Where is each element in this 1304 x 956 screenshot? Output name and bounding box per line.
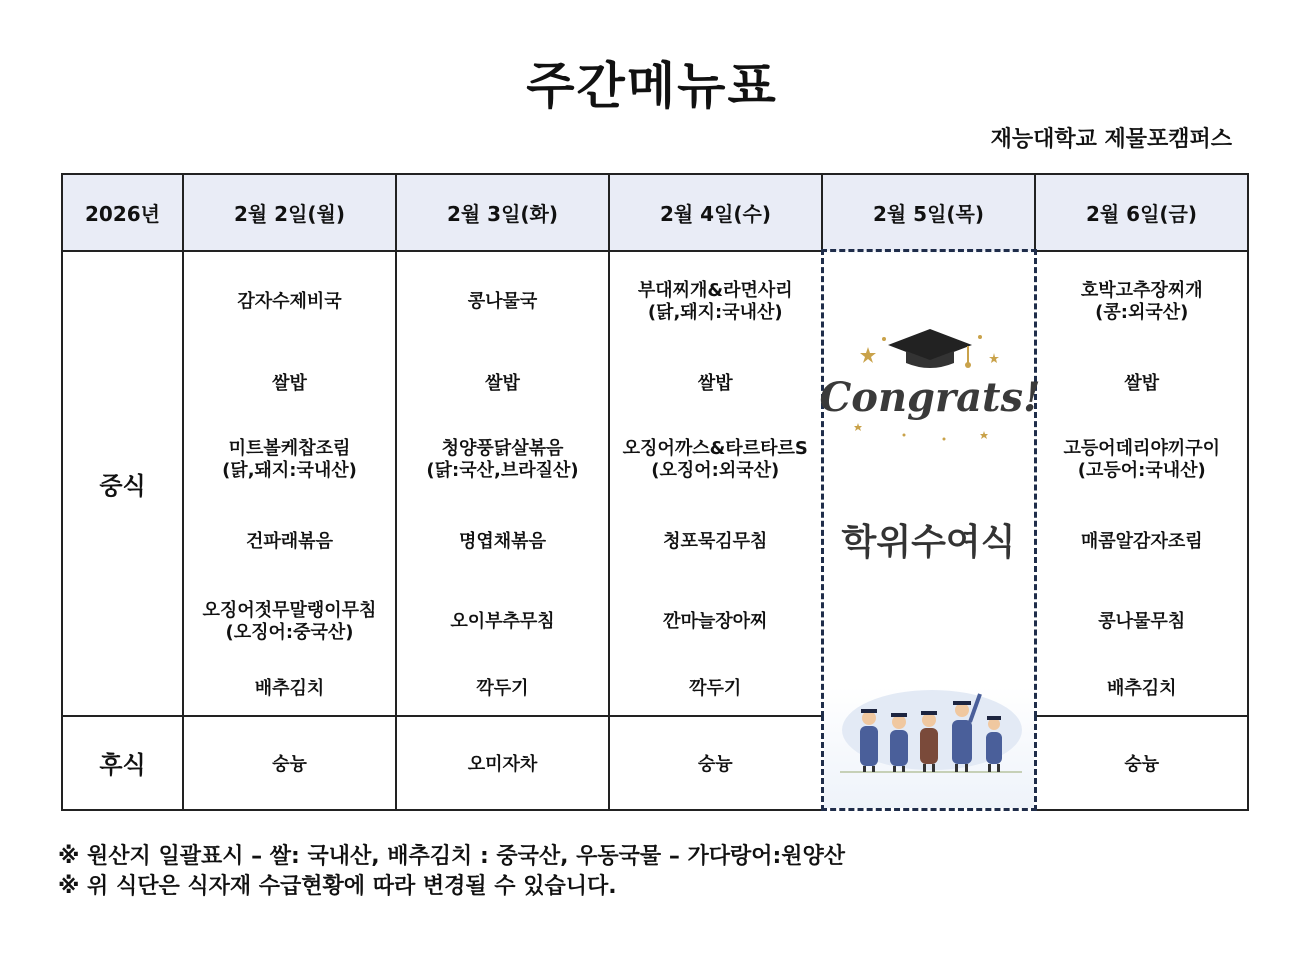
dish-name: 깍두기 xyxy=(689,677,742,699)
dish-origin: (고등어:국내산) xyxy=(1077,459,1206,481)
lunch-day-cell xyxy=(183,251,396,716)
dish-item xyxy=(397,611,608,633)
dish-name: 오징어까스&타르타르S xyxy=(622,437,808,459)
weekly-menu-table xyxy=(61,173,1249,811)
graduates-illustration xyxy=(832,680,1027,780)
dish-origin: (오징어:외국산) xyxy=(651,459,780,481)
graduate-figure-icon xyxy=(890,713,908,772)
dish-name: 감자수제비국 xyxy=(237,290,342,312)
dish-name: 쌀밥 xyxy=(272,372,307,394)
dish-item xyxy=(184,438,395,482)
dish-name: 청양풍닭살볶음 xyxy=(441,437,564,459)
dish-item xyxy=(610,373,821,395)
dish-item xyxy=(1037,373,1248,395)
dessert-item: 오미자차 xyxy=(396,716,609,810)
dish-item xyxy=(1037,531,1248,553)
year-header: 2026년 xyxy=(62,174,183,251)
graduation-cell xyxy=(818,251,1041,810)
graduate-figure-icon xyxy=(986,716,1002,772)
dish-name: 미트볼케찹조림 xyxy=(228,437,351,459)
change-note: ※ 위 식단은 식자재 수급현황에 따라 변경될 수 있습니다. xyxy=(58,874,617,899)
origin-note: ※ 원산지 일괄표시 – 쌀: 국내산, 배추김치 : 중국산, 우동국물 – 가다랑어:원양산 xyxy=(58,844,846,869)
dish-name: 오징어젓무말랭이무침 xyxy=(202,599,377,621)
graduation-cap-icon xyxy=(888,329,972,368)
dish-name: 배추김치 xyxy=(1106,677,1177,699)
notes xyxy=(58,842,845,902)
graduation-event-label: 학위수여식 xyxy=(841,522,1016,563)
dish-item xyxy=(610,438,821,482)
congrats-graphic xyxy=(818,327,1041,447)
dish-name: 깍두기 xyxy=(476,677,529,699)
dish-item xyxy=(184,373,395,395)
dish-origin: (오징어:중국산) xyxy=(225,621,354,643)
lunch-label: 중식 xyxy=(62,251,183,716)
dish-item xyxy=(184,531,395,553)
dish-name: 고등어데리야끼구이 xyxy=(1063,437,1220,459)
dish-item xyxy=(184,600,395,644)
dish-item xyxy=(610,531,821,553)
dish-item xyxy=(397,291,608,313)
dish-item xyxy=(610,678,821,700)
dish-name: 매콤알감자조림 xyxy=(1080,530,1203,552)
dinner-row xyxy=(62,716,1248,810)
dish-item xyxy=(184,678,395,700)
dish-name: 쌀밥 xyxy=(697,372,733,394)
dish-name: 콩나물무침 xyxy=(1098,610,1186,632)
graduate-figure-icon xyxy=(860,709,878,772)
dish-name: 쌀밥 xyxy=(485,372,520,394)
dish-origin: (닭,돼지:국내산) xyxy=(647,301,783,323)
day-header: 2월 6일(금) xyxy=(1035,174,1248,251)
dish-item xyxy=(610,280,821,324)
dish-item xyxy=(1037,678,1248,700)
dessert-item: 숭늉 xyxy=(609,716,822,810)
dish-item xyxy=(1037,611,1248,633)
dish-name: 호박고추장찌개 xyxy=(1080,279,1203,301)
lunch-day-cell xyxy=(396,251,609,716)
graduate-figure-icon xyxy=(920,711,938,772)
day-header: 2월 5일(목) xyxy=(822,174,1035,251)
dish-origin: (닭,돼지:국내산) xyxy=(222,459,357,481)
dish-name: 오이부추무침 xyxy=(450,610,555,632)
congrats-text: Congrats! xyxy=(818,374,1041,421)
dish-name: 콩나물국 xyxy=(467,290,538,312)
page-title: 주간메뉴표 xyxy=(526,57,778,115)
dish-name: 청포묵김무침 xyxy=(663,530,768,552)
dish-item xyxy=(1037,438,1248,482)
dish-name: 부대찌개&라면사리 xyxy=(637,279,793,301)
dessert-item: 숭늉 xyxy=(1035,716,1248,810)
day-header: 2월 4일(수) xyxy=(609,174,822,251)
dish-name: 명엽채볶음 xyxy=(459,530,546,552)
dish-name: 깐마늘장아찌 xyxy=(663,610,768,632)
dish-origin: (콩:외국산) xyxy=(1095,301,1189,323)
dish-name: 배추김치 xyxy=(254,677,325,699)
dish-item xyxy=(610,611,821,633)
lunch-row xyxy=(62,251,1248,716)
lunch-day-cell xyxy=(1035,251,1248,716)
dish-item xyxy=(397,678,608,700)
dish-item xyxy=(397,531,608,553)
lunch-day-cell xyxy=(609,251,822,716)
dish-name: 쌀밥 xyxy=(1124,372,1160,394)
dish-item xyxy=(1037,280,1248,324)
dish-name: 건파래볶음 xyxy=(246,530,333,552)
dessert-item: 숭늉 xyxy=(183,716,396,810)
dish-item xyxy=(184,291,395,313)
header-row xyxy=(62,174,1248,251)
dinner-label: 후식 xyxy=(62,716,183,810)
day-header: 2월 2일(월) xyxy=(183,174,396,251)
dish-item xyxy=(397,373,608,395)
campus-name: 재능대학교 제물포캠퍼스 xyxy=(990,127,1232,152)
dish-item xyxy=(397,438,608,482)
dish-origin: (닭:국산,브라질산) xyxy=(426,459,579,481)
day-header: 2월 3일(화) xyxy=(396,174,609,251)
